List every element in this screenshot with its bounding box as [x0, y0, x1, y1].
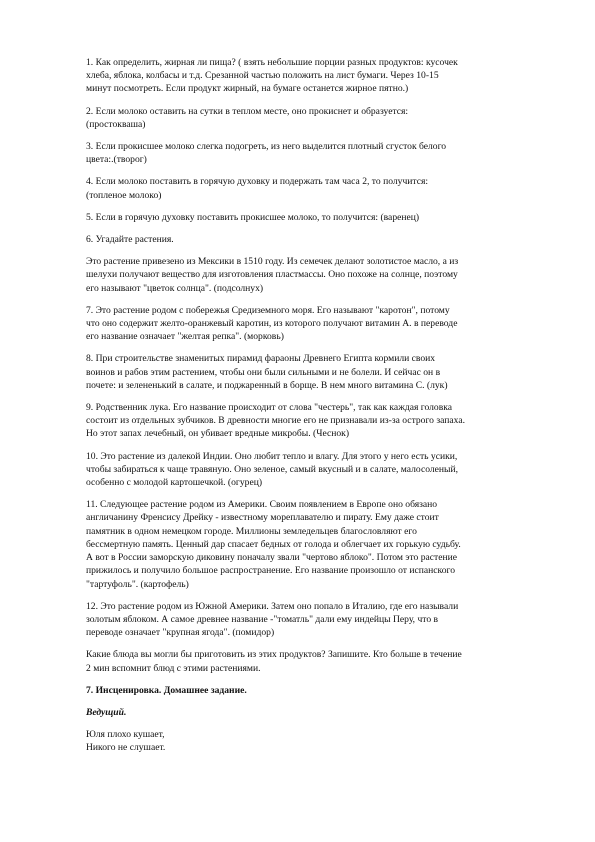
- speaker-label: [86, 706, 556, 719]
- paragraph-p6: [86, 233, 556, 246]
- paragraph-line: англичанину Френсису Дрейку - известному мореплавателю и пирату. Ему даже стоит: [86, 512, 439, 524]
- paragraph-line: (топленое молоко): [86, 189, 162, 201]
- paragraph-line: 4. Если молоко поставить в горячую духовку и подержать там часа 2, то получится:: [86, 176, 429, 188]
- paragraph-p3: [86, 140, 556, 166]
- paragraph-list: [86, 56, 556, 675]
- paragraph-line: бессмертную память. Ценный дар спасает бедных от голода и облегчает их горькую судьбу.: [86, 538, 461, 550]
- paragraph-line: 2. Если молоко оставить на сутки в теплом месте, оно прокиснет и образуется:: [86, 105, 409, 117]
- paragraph-line: золотым яблоком. А самое древнее название -"томатль" дали ему индейцы Перу, что в: [86, 613, 439, 625]
- paragraph-line: А вот в России заморскую диковину поначалу звали "чертово яблоко". Потом это растение: [86, 552, 458, 564]
- paragraph-line: 9. Родственник лука. Его название происходит от слова "честерь", так как каждая головка: [86, 402, 453, 414]
- paragraph-line: 2 мин вспомнит блюд с этими растениями.: [86, 662, 261, 674]
- paragraph-p14: [86, 648, 556, 674]
- paragraph-p2: [86, 105, 556, 131]
- paragraph-line: хлеба, яблока, колбасы и т.д. Срезанной частью положить на лист бумаги. Через 10-15: [86, 70, 439, 82]
- paragraph-line: почете: и зелененький в салате, и поджаренный в борще. В нем много витамина С. (лук): [86, 379, 448, 391]
- paragraph-line: 3. Если прокисшее молоко слегка подогреть, из него выделится плотный сгусток белого: [86, 141, 447, 153]
- paragraph-line: "тартуфоль". (картофель): [86, 578, 189, 590]
- paragraph-p5: [86, 211, 556, 224]
- paragraph-p8: [86, 304, 556, 344]
- paragraph-line: 1. Как определить, жирная ли пища? ( взять небольшие порции разных продуктов: кусочек: [86, 57, 458, 68]
- paragraph-p4: [86, 175, 556, 201]
- section-heading-text: 7. Инсценировка. Домашнее задание.: [86, 684, 247, 696]
- paragraph-line: воинов и рабов этим растением, чтобы они были сильными и не болели. И сейчас он в: [86, 366, 441, 378]
- paragraph-line: Какие блюда вы могли бы приготовить из этих продуктов? Запишите. Кто больше в течение: [86, 649, 462, 661]
- poem-line: Юля плохо кушает,: [86, 729, 165, 741]
- paragraph-line: Но этот запах лечебный, он убивает вредные микробы. (Чеснок): [86, 428, 350, 440]
- paragraph-line: чтобы забираться к чаще травяную. Оно зеленое, самый вкусный и в салате, малосоленый,: [86, 463, 459, 475]
- paragraph-line: 11. Следующее растение родом из Америки. Своим появлением в Европе оно обязано: [86, 499, 438, 511]
- paragraph-line: 12. Это растение родом из Южной Америки. Затем оно попало в Италию, где его называли: [86, 600, 459, 612]
- paragraph-p10: [86, 401, 556, 441]
- paragraph-p13: [86, 600, 556, 640]
- paragraph-p12: [86, 498, 556, 590]
- paragraph-line: его название означает "желтая репка". (морковь): [86, 331, 284, 343]
- poem-line: Никого не слушает.: [86, 742, 166, 754]
- paragraph-line: 8. При строительстве знаменитых пирамид фараоны Древнего Египта кормили своих: [86, 353, 436, 365]
- paragraph-line: 5. Если в горячую духовку поставить прокисшее молоко, то получится: (варенец): [86, 211, 420, 223]
- paragraph-line: что оно содержит желто-оранжевый каротин, из которого получают витамин А. в переводе: [86, 318, 458, 330]
- paragraph-line: переводе означает "крупная ягода". (помидор): [86, 627, 275, 639]
- paragraph-p9: [86, 352, 556, 392]
- poem: [86, 728, 556, 754]
- paragraph-p1: [86, 56, 556, 96]
- document-body: [86, 56, 556, 764]
- paragraph-p7: [86, 255, 556, 295]
- paragraph-line: прижилось и получило большое распространение. Его название произошло от испанского: [86, 565, 456, 577]
- paragraph-line: (простокваша): [86, 118, 146, 130]
- paragraph-line: памятник в одном немецком городе. Миллионы земледельцев благословляют его: [86, 525, 417, 537]
- paragraph-line: его называют "цветок солнца". (подсолнух): [86, 282, 264, 294]
- section-heading: [86, 684, 556, 697]
- paragraph-line: Это растение привезено из Мексики в 1510 году. Из семечек делают золотистое масло, а из: [86, 256, 459, 268]
- paragraph-line: цвета:.(творог): [86, 154, 147, 166]
- paragraph-p11: [86, 450, 556, 490]
- paragraph-line: минут посмотреть. Если продукт жирный, на бумаге останется жирное пятно.): [86, 83, 409, 95]
- paragraph-line: особенно с молодой картошечкой. (огурец): [86, 477, 263, 489]
- speaker-label-text: Ведущий.: [86, 706, 127, 718]
- paragraph-line: 6. Угадайте растения.: [86, 234, 174, 246]
- paragraph-line: 10. Это растение из далекой Индии. Оно любит тепло и влагу. Для этого у него есть усики,: [86, 450, 458, 462]
- paragraph-line: шелухи получают вещество для изготовления пластмассы. Оно похоже на солнце, поэтому: [86, 269, 458, 281]
- paragraph-line: 7. Это растение родом с побережья Средиземного моря. Его называют "каротон", потому: [86, 304, 450, 316]
- paragraph-line: состоит из отдельных зубчиков. В древности многие его не признавали из-за острого запаха.: [86, 415, 465, 427]
